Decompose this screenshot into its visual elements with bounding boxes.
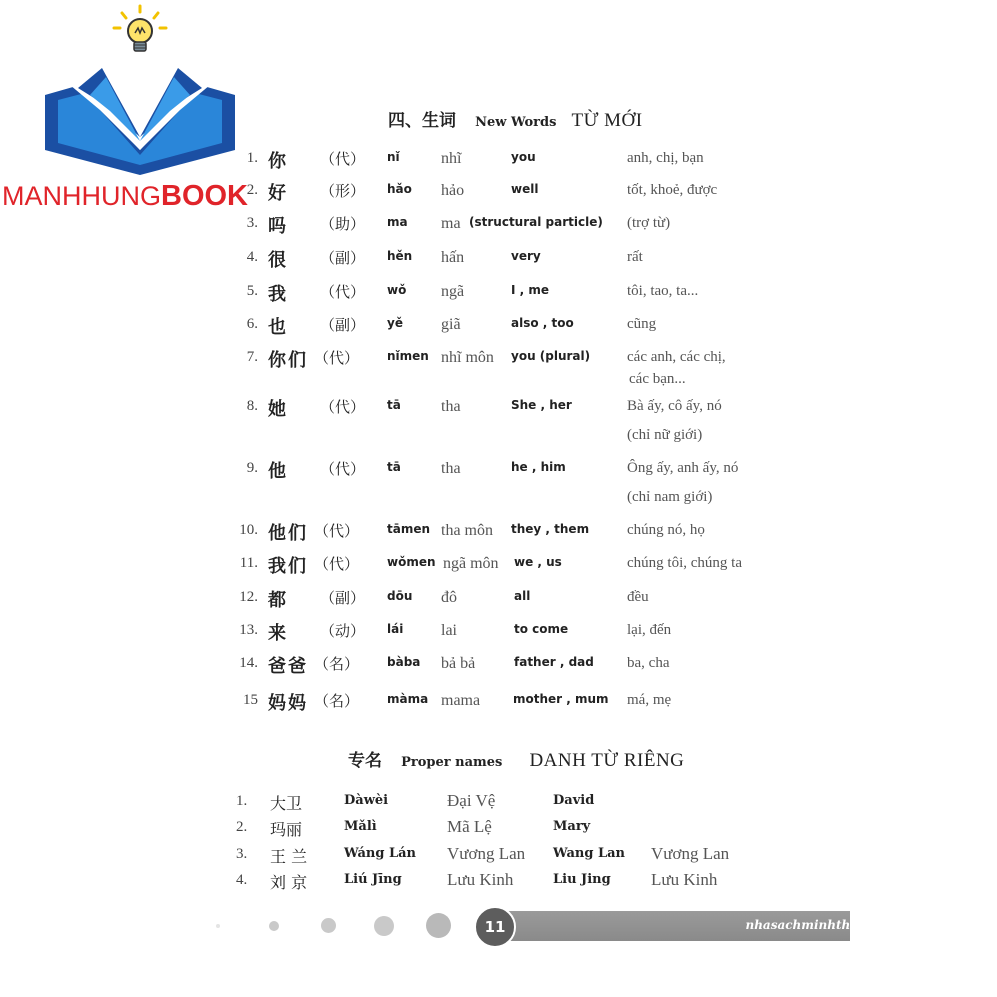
vocab-num: 1. — [246, 150, 258, 166]
proper-vietnamese: Vương Lan — [651, 844, 730, 863]
vocab-vietnamese: Bà ấy, cô ấy, nó — [627, 398, 722, 414]
vocab-vietnamese: ba, cha — [627, 655, 670, 671]
footer-dot — [374, 916, 394, 936]
footer-url: nhasachminhthang.vn — [745, 918, 895, 932]
vocab-num: 2. — [246, 182, 258, 198]
vocab-hanzi: 很 — [268, 250, 288, 271]
vocab-vietnamese: má, mẹ — [627, 692, 672, 708]
vocab-num: 10. — [239, 522, 258, 538]
vocab-pinyin: hěn — [387, 249, 413, 263]
vocab-english: also , too — [511, 316, 574, 330]
proper-row — [0, 872, 997, 896]
vocab-pinyin: tāmen — [387, 522, 431, 536]
vocab-vietnamese-cont: (chỉ nam giới) — [627, 489, 713, 505]
proper-english: Wang Lan — [553, 846, 625, 861]
vocab-pos: （代） — [314, 555, 360, 573]
vocab-num: 4. — [246, 249, 258, 265]
proper-hanzi: 刘 京 — [270, 873, 308, 892]
vocab-row — [0, 316, 997, 342]
vocab-num: 9. — [246, 460, 258, 476]
proper-pinyin: Mǎlì — [344, 819, 377, 834]
vocab-vietnamese-cont: các bạn... — [629, 371, 686, 387]
vocab-pos: （代） — [320, 283, 366, 301]
vocab-row — [0, 215, 997, 241]
vocab-english: I , me — [511, 283, 550, 297]
vocab-hanzi: 吗 — [268, 216, 288, 237]
proper-english: Liu Jing — [553, 872, 611, 887]
vocab-hanviet: ngã — [441, 283, 465, 300]
vocab-english: well — [511, 182, 539, 196]
vocab-pos: （形） — [320, 182, 366, 200]
vocab-row — [0, 655, 997, 681]
vocab-pinyin: tā — [387, 460, 401, 474]
vocab-pinyin: lái — [387, 622, 404, 636]
vocab-hanzi: 你们 — [268, 350, 308, 371]
proper-pinyin: Dàwèi — [344, 793, 389, 808]
vocab-heading-zh: 四、生词 — [388, 111, 456, 131]
proper-heading-en: Proper names — [401, 755, 503, 770]
vocab-hanzi: 你 — [268, 151, 288, 172]
vocab-pos: （名） — [314, 692, 360, 710]
vocab-hanzi: 好 — [268, 183, 288, 204]
proper-pinyin: Liú Jīng — [344, 872, 402, 887]
proper-num: 4. — [236, 872, 248, 888]
vocab-pos: （代） — [320, 398, 366, 416]
proper-vietnamese: Lưu Kinh — [651, 870, 718, 889]
vocab-vietnamese: các anh, các chị, — [627, 349, 726, 365]
vocab-english: father , dad — [514, 655, 594, 669]
vocab-hanviet: ma — [441, 215, 461, 232]
vocab-english: She , her — [511, 398, 572, 412]
vocab-vietnamese-cont: (chỉ nữ giới) — [627, 427, 703, 443]
vocab-pos: （副） — [320, 589, 366, 607]
vocab-pinyin: màma — [387, 692, 429, 706]
vocab-vietnamese: rất — [627, 249, 643, 265]
vocab-row — [0, 522, 997, 548]
proper-hanzi: 玛丽 — [270, 820, 303, 839]
vocab-hanzi: 来 — [268, 623, 288, 644]
vocab-hanviet: bả bả — [441, 655, 476, 672]
vocab-pinyin: yě — [387, 316, 403, 330]
vocab-num: 5. — [246, 283, 258, 299]
proper-row — [0, 846, 997, 870]
vocab-english: very — [511, 249, 541, 263]
proper-english: Mary — [553, 819, 591, 834]
proper-hanviet: Mã Lệ — [447, 817, 492, 836]
vocab-english: we , us — [514, 555, 562, 569]
vocab-hanviet: hấn — [441, 249, 465, 266]
vocab-row — [0, 460, 997, 486]
vocab-vietnamese: anh, chị, bạn — [627, 150, 704, 166]
footer-dot — [216, 924, 220, 928]
vocab-heading — [388, 106, 643, 132]
vocab-pinyin: ma — [387, 215, 408, 229]
vocab-hanviet: lai — [441, 622, 457, 639]
vocab-hanzi: 他 — [268, 461, 288, 482]
proper-heading — [348, 746, 684, 772]
vocab-english: he , him — [511, 460, 566, 474]
brand-name-part1: MANHHUNG — [2, 181, 161, 211]
vocab-num: 12. — [239, 589, 258, 605]
vocab-pos: （代） — [314, 349, 360, 367]
vocab-num: 8. — [246, 398, 258, 414]
page-number: 11 — [474, 906, 516, 948]
proper-hanviet: Đại Vệ — [447, 791, 496, 810]
footer-dot — [426, 913, 451, 938]
footer-dot — [321, 918, 336, 933]
vocab-vietnamese: tốt, khoẻ, được — [627, 182, 718, 198]
vocab-row — [0, 349, 997, 375]
brand-name-part2: BOOK — [161, 180, 248, 212]
vocab-hanzi: 妈妈 — [268, 693, 308, 714]
proper-english: David — [553, 793, 595, 808]
vocab-vietnamese: chúng tôi, chúng ta — [627, 555, 742, 571]
vocab-english: to come — [514, 622, 569, 636]
proper-hanzi: 大卫 — [270, 794, 303, 813]
vocab-num: 3. — [246, 215, 258, 231]
vocab-row — [0, 398, 997, 424]
vocab-num: 15 — [243, 692, 258, 708]
vocab-num: 7. — [246, 349, 258, 365]
proper-row — [0, 819, 997, 843]
vocab-pinyin: nǐ — [387, 150, 400, 164]
vocab-vietnamese: Ông ấy, anh ấy, nó — [627, 460, 739, 476]
vocab-pos: （名） — [314, 655, 360, 673]
vocab-heading-vi: TỪ MỚI — [571, 110, 643, 131]
vocab-hanzi: 爸爸 — [268, 656, 308, 677]
vocab-pinyin: bàba — [387, 655, 421, 669]
proper-num: 2. — [236, 819, 248, 835]
vocab-hanviet: tha — [441, 398, 461, 415]
vocab-hanzi: 我 — [268, 284, 288, 305]
vocab-pos: （代） — [314, 522, 360, 540]
vocab-pinyin: dōu — [387, 589, 413, 603]
vocab-hanzi: 也 — [268, 317, 288, 338]
vocab-pinyin: hǎo — [387, 182, 412, 196]
vocab-hanviet: đô — [441, 589, 457, 606]
vocab-heading-en: New Words — [475, 115, 557, 130]
vocab-hanviet: tha môn — [441, 522, 493, 539]
vocab-num: 11. — [239, 555, 258, 571]
vocab-pos: （代） — [320, 150, 366, 168]
vocab-hanviet: mama — [441, 692, 481, 709]
vocab-english: all — [514, 589, 531, 603]
vocab-vietnamese: tôi, tao, ta... — [627, 283, 699, 299]
vocab-pos: （动） — [320, 622, 366, 640]
proper-heading-vi: DANH TỪ RIÊNG — [529, 750, 685, 771]
vocab-row — [0, 182, 997, 208]
vocab-row — [0, 150, 997, 176]
vocab-hanviet: nhĩ môn — [441, 349, 494, 366]
proper-num: 1. — [236, 793, 248, 809]
vocab-num: 14. — [239, 655, 258, 671]
vocab-hanviet: giã — [441, 316, 461, 333]
vocab-num: 13. — [239, 622, 258, 638]
vocab-vietnamese: chúng nó, họ — [627, 522, 705, 538]
vocab-num: 6. — [246, 316, 258, 332]
vocab-hanzi: 都 — [268, 590, 288, 611]
vocab-vietnamese: cũng — [627, 316, 657, 332]
vocab-hanzi: 我们 — [268, 556, 308, 577]
vocab-vietnamese: (trợ từ) — [627, 215, 671, 231]
proper-num: 3. — [236, 846, 248, 862]
proper-row — [0, 793, 997, 817]
vocab-pinyin: tā — [387, 398, 401, 412]
vocab-row — [0, 249, 997, 275]
proper-hanviet: Vương Lan — [447, 844, 526, 863]
vocab-english: you (plural) — [511, 349, 591, 363]
footer-dot — [269, 921, 279, 931]
vocab-hanzi: 他们 — [268, 523, 308, 544]
vocab-pinyin: wǒmen — [387, 555, 436, 569]
vocab-vietnamese: đều — [627, 589, 649, 605]
vocab-row — [0, 555, 997, 581]
proper-heading-zh: 专名 — [348, 751, 382, 771]
vocab-row — [0, 692, 997, 718]
proper-pinyin: Wáng Lán — [344, 846, 416, 861]
vocab-row — [0, 622, 997, 648]
vocab-hanzi: 她 — [268, 399, 288, 420]
vocab-row — [0, 283, 997, 309]
proper-hanviet: Lưu Kinh — [447, 870, 514, 889]
proper-hanzi: 王 兰 — [270, 847, 308, 866]
vocab-hanviet: tha — [441, 460, 461, 477]
vocab-row — [0, 589, 997, 615]
vocab-vietnamese: lại, đến — [627, 622, 672, 638]
vocab-english: mother , mum — [513, 692, 609, 706]
vocab-pos: （副） — [320, 249, 366, 267]
vocab-english: you — [511, 150, 536, 164]
vocab-hanviet: ngã môn — [443, 555, 499, 572]
vocab-pos: （副） — [320, 316, 366, 334]
vocab-hanviet: nhĩ — [441, 150, 462, 167]
vocab-pos: （助） — [320, 215, 366, 233]
vocab-english: (structural particle) — [469, 215, 603, 229]
vocab-pinyin: nǐmen — [387, 349, 429, 363]
vocab-hanviet: hảo — [441, 182, 465, 199]
vocab-english: they , them — [511, 522, 590, 536]
vocab-pinyin: wǒ — [387, 283, 407, 297]
vocab-pos: （代） — [320, 460, 366, 478]
